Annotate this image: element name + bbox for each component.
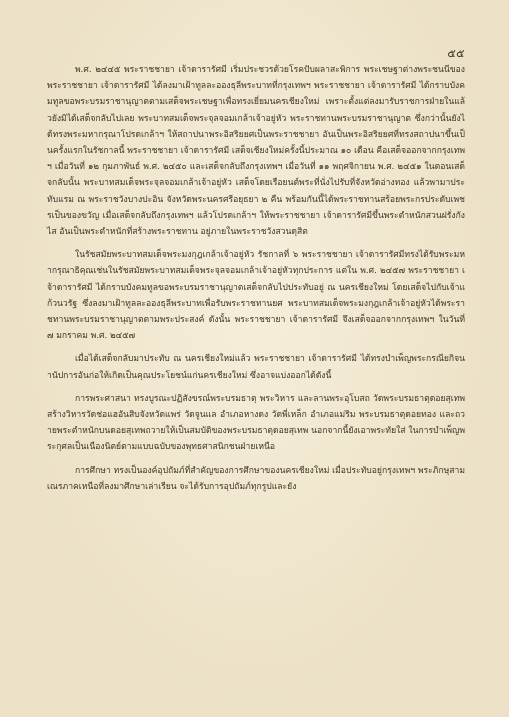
paragraph-2: ในรัชสมัยพระบาทสมเด็จพระมงกุฎเกล้าเจ้าอยู่หัว รัชกาลที่ ๖ พระราชชายา เจ้าดารารัศมีทรงได้รับพระมหากรุณาธิคุณเช่นในรัชสมัยพระบาทสมเด็จพระจุลจอมเกล้าเจ้าอยู่หัวทุกประการ แต่ใน พ.ศ. ๒๔๕๗ พระราชชายา เจ้าดารารัศมี ได้กราบบังคมทูลขอพระบรมราชานุญาตเสด็จกลับไปประทับอยู่ ณ นครเชียงใหม่ โดยเสด็จไปกับเจ้าแก้วนวรัฐ ซึ่งลงมาเฝ้าทูลละอองธุลีพระบาทเพื่อรับพระราชทานยศ พระบาทสมเด็จพระมงกุฎเกล้าเจ้าอยู่หัวได้พระราชทานพระบรมราชานุญาตตามพระประสงค์ ดังนั้น พระราชชายา เจ้าดารารัศมี จึงเสด็จออกจากกรุงเทพฯ ในวันที่ ๗ มกราคม พ.ศ. ๒๔๕๗ xyxy=(47,250,465,342)
body-text xyxy=(47,62,465,502)
page-number: ๕๕ xyxy=(447,47,465,60)
paragraph-3: เมื่อได้เสด็จกลับมาประทับ ณ นครเชียงใหม่แล้ว พระราชชายา เจ้าดารารัศมี ได้ทรงบำเพ็ญพระกรณียกิจนานัปการอันก่อให้เกิดเป็นคุณประโยชน์แก่นครเชียงใหม่ ซึ่งอาจแบ่งออกได้ดังนี้ xyxy=(47,354,465,381)
paragraph-4: การพระศาสนา ทรงบูรณะปฏิสังขรณ์พระบรมธาตุ พระวิหาร และลานพระอุโบสถ วัดพระบรมธาตุดอยสุเทพ สร้างวิหารวัดช่อแฮอันสิบจังหวัดแพร่ วัดจูนแล อำเภอหางดง วัดพี่เหล็ก อำเภอแม่ริม พระบรมธาตุดอยทอง และถวายพระตำหนักบนดอยสุเทพถวายให้เป็นสมบัติของพระบรมธาตุดอยสุเทพ นอกจากนี้ยังเอาพระทัยใส่ ในการบำเพ็ญพระกุศลเป็นเนืองนิตย์ตามแบบฉบับของพุทธศาสนิกชนฝ่ายเหนือ xyxy=(47,393,465,453)
paragraph-1: พ.ศ. ๒๔๔๕ พระราชชายา เจ้าดารารัศมี เริ่มประชวรด้วยโรคปับผลาสะพิการ พระเชษฐาต่างพระชนนีของพระราชชายา เจ้าดารารัศมี ได้ลงมาเฝ้าทูลละอองธุลีพระบาทที่กรุงเทพฯ พระราชชายา เจ้าดารารัศมี ได้กราบบังคมทูลขอพระบรมราชานุญาตตามเสด็จพระเชษฐาเพื่อทรงเยี่ยมนครเชียงใหม่ เพราะตั้งแต่ลงมารับราชการฝ่ายในแล้วยังมิได้เสด็จกลับไปเลย พระบาทสมเด็จพระจุลจอมเกล้าเจ้าอยู่หัว พระราชทานพระบรมราชานุญาต ซึ่งกว่านั้นยังได้ทรงพระมหากรุณาโปรดเกล้าฯ ให้สถาปนาพระอิสริยยศเป็นพระราชชายา อันเป็นพระอิสริยยศที่ทรงสถาปนาขึ้นเป็นครั้งแรกในรัชกาลนี้ พระราชชายา เจ้าดารารัศมี เสด็จเชียงใหม่ครั้งนี้ประมาณ ๑๐ เดือน คือเสด็จออกจากกรุงเทพฯ เมื่อวันที่ ๑๒ กุมภาพันธ์ พ.ศ. ๒๔๕๐ และเสด็จกลับถึงกรุงเทพฯ เมื่อวันที่ ๑๑ พฤศจิกายน พ.ศ. ๒๔๕๑ ในตอนเสด็จกลับนั้น พระบาทสมเด็จพระจุลจอมเกล้าเจ้าอยู่หัว เสด็จโดยเรือยนต์พระที่นั่งไปรับที่จังหวัดอ่างทอง แล้วพามาประทับแรม ณ พระราชวังบางปะอิน จังหวัดพระนครศรีอยุธยา ๒ คืน พร้อมกันนี้ได้พระราชทานสร้อยพระกรประดับเพชรเป็นของขวัญ เมื่อเสด็จกลับถึงกรุงเทพฯ แล้วโปรดเกล้าฯ ให้พระราชชายา เจ้าดารารัศมีขึ้นพระตำหนักสวนฝรั่งกังไส อันเป็นพระตำหนักที่สร้างพระราชทาน อยู่ภายในพระราชวังสวนดุสิต xyxy=(47,65,465,238)
paragraph-5: การศึกษา ทรงเป็นองค์อุปถัมภ์ที่สำคัญของการศึกษาของนครเชียงใหม่ เมื่อประทับอยู่กรุงเทพฯ พระภิกษุสามเณรภาคเหนือที่ลงมาศึกษาเล่าเรียน จะได้รับการอุปถัมภ์ทุกรูปและยัง xyxy=(47,465,465,492)
